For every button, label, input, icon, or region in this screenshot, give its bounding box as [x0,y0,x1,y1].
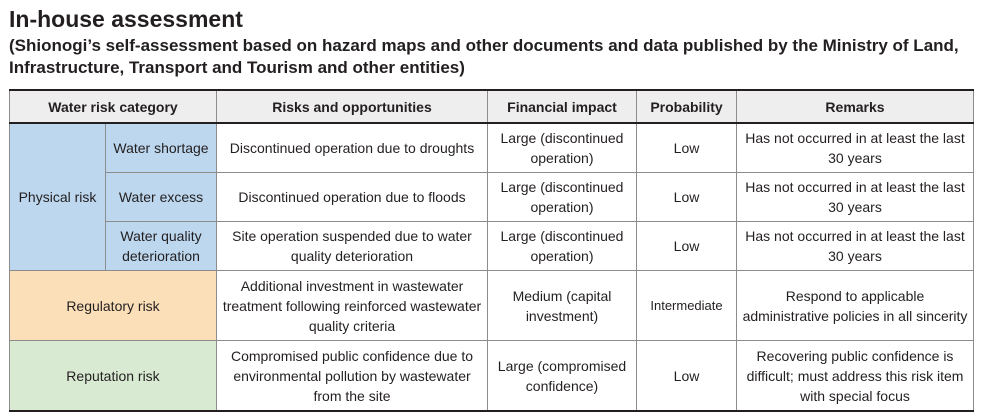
table-row [10,222,974,271]
risk-cell: Additional investment in wastewater treatment following reinforced wastewater quality criteria [217,271,488,341]
risk-cell: Discontinued operation due to floods [217,173,488,222]
header-category: Water risk category [10,90,217,123]
page-title: In-house assessment [9,6,243,32]
remarks-cell: Recovering public confidence is difficult; must address this risk item with special focus [737,341,974,412]
category-regulatory-risk: Regulatory risk [10,271,217,341]
impact-cell: Large (compromised confidence) [488,341,637,412]
impact-cell: Large (discontinued operation) [488,173,637,222]
subcategory-water-excess: Water excess [106,173,217,222]
remarks-cell: Respond to applicable administrative policies in all sincerity [737,271,974,341]
probability-cell: Intermediate [637,271,737,341]
risk-cell: Site operation suspended due to water quality deterioration [217,222,488,271]
header-probability: Probability [637,90,737,123]
risk-cell: Discontinued operation due to droughts [217,123,488,173]
table-row [10,123,974,173]
risk-cell: Compromised public confidence due to environmental pollution by wastewater from the site [217,341,488,412]
category-physical-risk: Physical risk [10,123,106,271]
remarks-cell: Has not occurred in at least the last 30 years [737,123,974,173]
remarks-cell: Has not occurred in at least the last 30 years [737,222,974,271]
probability-cell: Low [637,222,737,271]
header-impact: Financial impact [488,90,637,123]
header-risks: Risks and opportunities [217,90,488,123]
table-row [10,341,974,412]
table-header-row [10,90,974,123]
impact-cell: Large (discontinued operation) [488,123,637,173]
table-row [10,271,974,341]
probability-cell: Low [637,341,737,412]
remarks-cell: Has not occurred in at least the last 30 years [737,173,974,222]
water-risk-table [9,89,974,412]
impact-cell: Large (discontinued operation) [488,222,637,271]
category-reputation-risk: Reputation risk [10,341,217,412]
header-remarks: Remarks [737,90,974,123]
probability-cell: Low [637,123,737,173]
impact-cell: Medium (capital investment) [488,271,637,341]
probability-cell: Low [637,173,737,222]
subcategory-water-quality-deterioration: Water quality deterioration [106,222,217,271]
page-subtitle: (Shionogi’s self-assessment based on hazard maps and other documents and data published by the Ministry of Land, Infrastructure, Transport and Tourism and other entities) [9,36,959,77]
table-row [10,173,974,222]
subcategory-water-shortage: Water shortage [106,123,217,173]
